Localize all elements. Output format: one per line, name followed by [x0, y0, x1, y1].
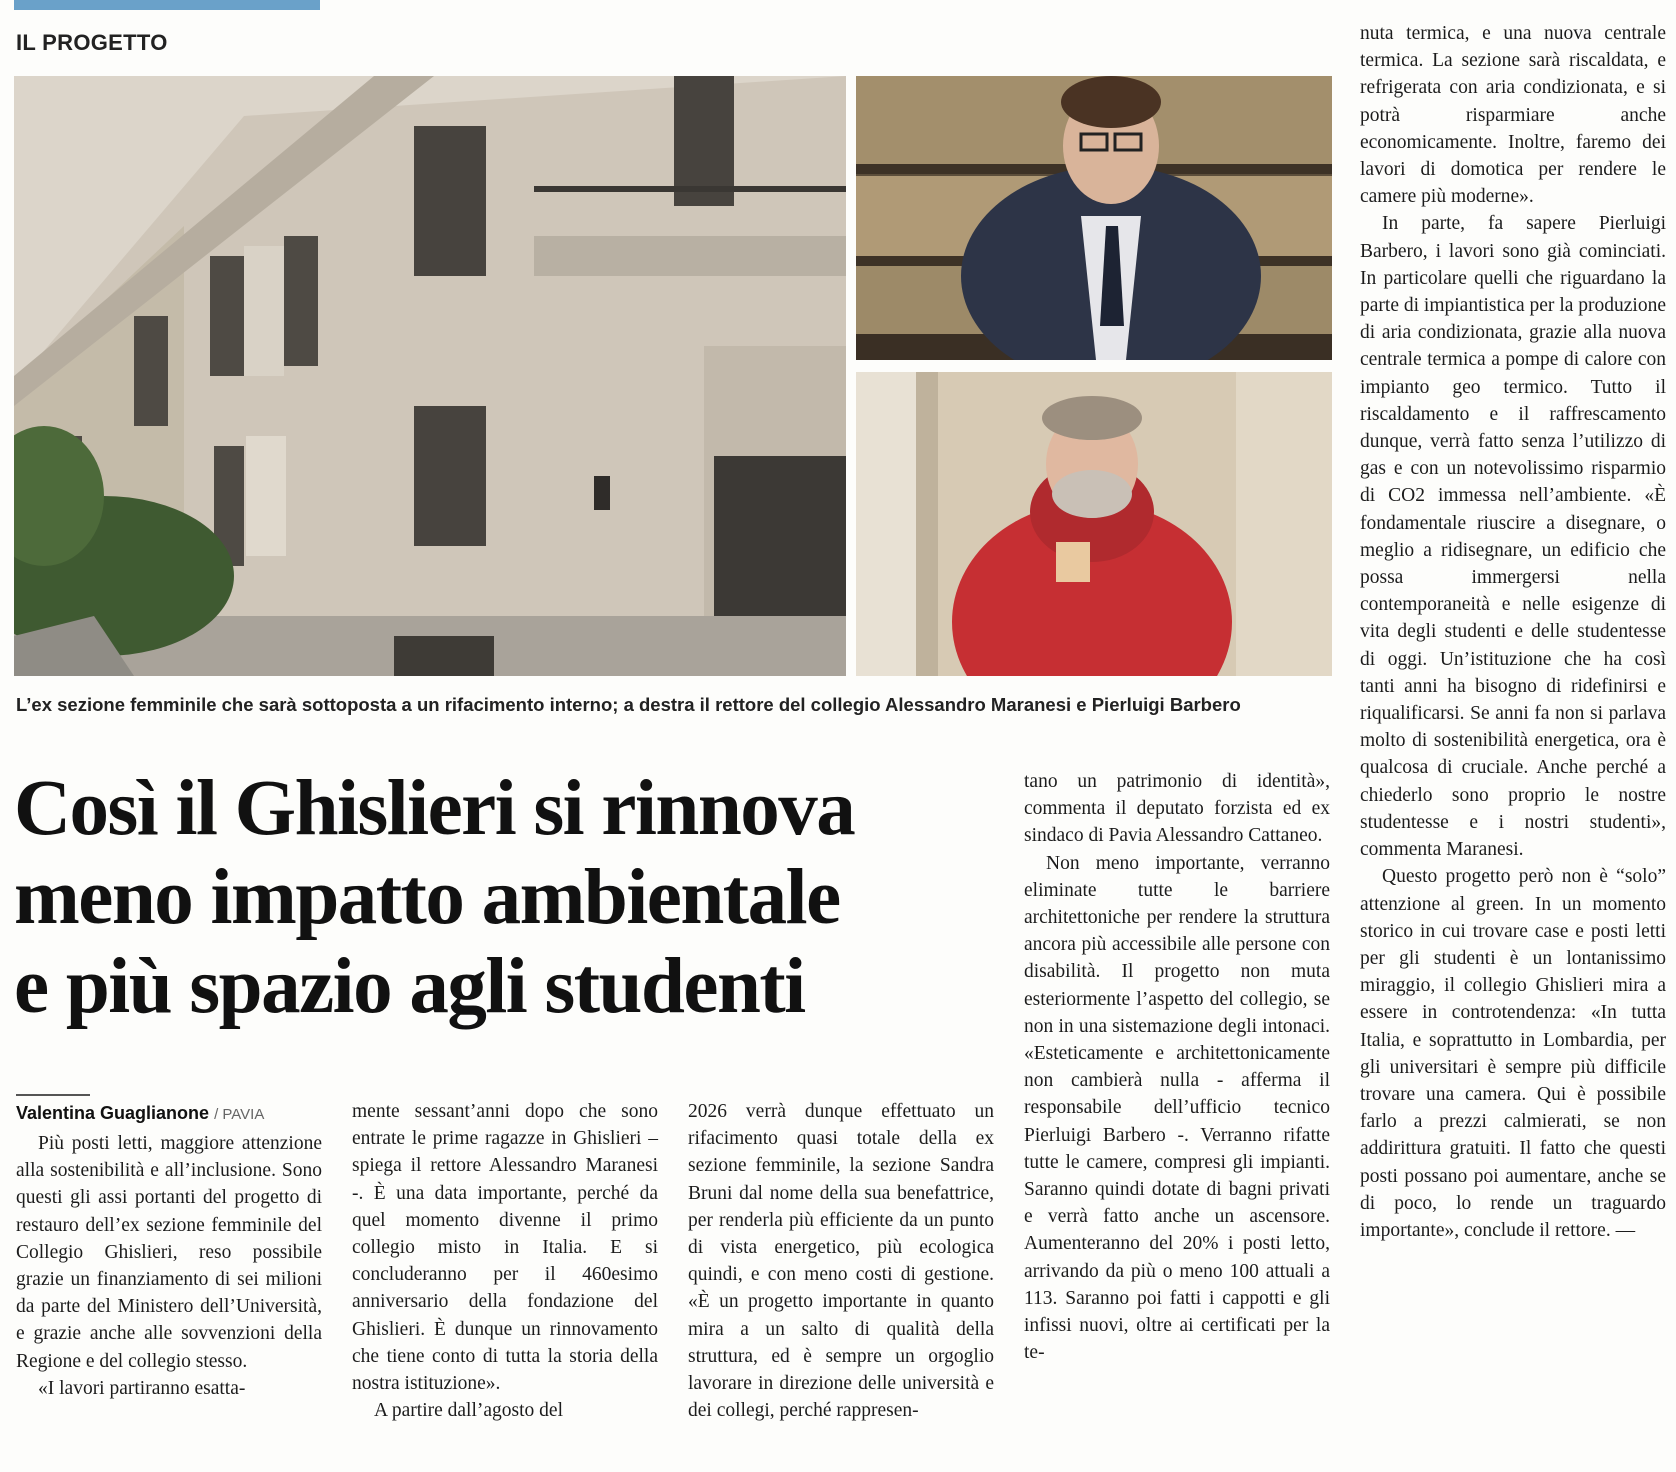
byline [16, 1103, 264, 1124]
barbero-photo [856, 372, 1332, 676]
paragraph: A partire dall’agosto del [374, 1400, 563, 1422]
paragraph: tano un patrimonio di identità», commenta il deputato forzista ed ex sindaco di Pavia Alessandro Cattaneo. [1024, 771, 1330, 847]
headline [14, 764, 1014, 1031]
paragraph: «I lavori partiranno esatta- [38, 1377, 246, 1399]
paragraph: nuta termica, e una nuova centrale termica. La sezione sarà riscaldata, e refrigerata con aria condizionata, e si potrà risparmiare anche economicamente. Inoltre, faremo dei lavori di domotica per rendere le camere più moderne». [1360, 23, 1666, 208]
rettore-photo [856, 76, 1332, 360]
paragraph: Più posti letti, maggiore attenzione alla sostenibilità e all’inclusione. Sono questi gli assi portanti del progetto di restauro dell’ex sezione femminile del Collegio Ghislieri, reso possibile grazie un finanziamento di sei milioni da parte del Ministero dell’Università, e grazie anche alle sovvenzioni della Regione e del collegio stesso. [16, 1133, 322, 1372]
article-column-1 [16, 1130, 322, 1402]
paragraph: mente sessant’anni dopo che sono entrate le prime ragazze in Ghislieri – spiega il rettore Alessandro Maranesi -. È una data importante, perché da quel momento divenne il primo collegio misto in Italia. E si concluderanno per il 460esimo anniversario della fondazione del Ghislieri. È dunque un rinnovamento che tiene conto di tutta la storia della nostra istituzione». [352, 1101, 658, 1395]
paragraph: In parte, fa sapere Pierluigi Barbero, i lavori sono già cominciati. In particolare quelli che riguardano la parte di impiantistica per la produzione di aria condizionata, grazie alla nuova centrale termica a pompe di calore con impianto geo termico. Tutto il riscaldamento e il raffrescamento dunque, verrà fatto senza l’utilizzo di gas e con un notevolissimo risparmio di CO2 immessa nell’ambiente. «È fondamentale riuscire a disegnare, o meglio a ridisegnare, un edificio che possa immergersi nella contemporaneità e nelle esigenze di vita degli studenti e delle studentesse di oggi. Un’istituzione che ha così tanti anni ha bisogno di ridefinirsi e riqualificarsi. Se anni fa non si parlava molto di sostenibilità energetica, ora è qualcosa di cruciale. Anche perché a chiederlo sono proprio le nostre studentesse e i nostri studenti», commenta Maranesi. [1360, 213, 1666, 861]
headline-line-1: Così il Ghislieri si rinnova [14, 765, 855, 852]
building-photo [14, 76, 846, 676]
byline-location: / PAVIA [214, 1106, 265, 1123]
headline-line-3: e più spazio agli studenti [14, 943, 805, 1030]
article-column-2 [352, 1098, 658, 1424]
paragraph: 2026 verrà dunque effettuato un rifacimento quasi totale della ex sezione femminile, la sezione Sandra Bruni dal nome della sua benefattrice, per renderla più efficiente da un punto di vista energetico, più ecologica quindi, e con meno costi di gestione. «È un progetto importante in quanto mira a un salto di qualità della struttura, ed è sempre un orgoglio lavorare in direzione delle università e dei collegi, perché rappresen- [688, 1101, 994, 1422]
article-column-3 [688, 1098, 994, 1424]
article-column-5 [1360, 20, 1666, 1244]
byline-author: Valentina Guaglianone [16, 1103, 210, 1123]
paragraph: Questo progetto però non è “solo” attenzione al green. In un momento storico in cui trovare case e posti letti per gli studenti è un lontanissimo miraggio, il collegio Ghislieri mira a essere in controtendenza: «In tutta Italia, e soprattutto in Lombardia, per gli universitari è sempre più difficile trovare una camera. Qui è possibile farlo a prezzi calmierati, se non addirittura gratuiti. Il fatto che questi posti possano poi aumentare, anche se di poco, lo rende un traguardo importante», conclude il rettore. — [1360, 866, 1666, 1241]
article-column-4 [1024, 768, 1330, 1366]
headline-line-2: meno impatto ambientale [14, 854, 840, 941]
photo-caption: L’ex sezione femminile che sarà sottoposta a un rifacimento interno; a destra il rettore del collegio Alessandro Maranesi e Pierluigi Barbero [16, 694, 1241, 715]
paragraph: Non meno importante, verranno eliminate tutte le barriere architettoniche per rendere la struttura ancora più accessibile alle persone con disabilità. Il progetto non muta esteriormente l’aspetto del collegio, se non in una sistemazione degli intonaci. «Esteticamente e architettonicamente non cambierà nulla - afferma il responsabile dell’ufficio tecnico Pierluigi Barbero -. Verranno rifatte tutte le camere, compresi gli impianti. Saranno quindi dotate di bagni privati e verrà fatto anche un ascensore. Aumenteranno del 20% i posti letto, arrivando da più o meno 100 attuali a 113. Saranno poi fatti i cappotti e gli infissi nuovi, oltre ai certificati per la te- [1024, 852, 1330, 1364]
byline-rule [16, 1094, 90, 1096]
section-label: IL PROGETTO [16, 30, 168, 55]
section-accent-bar [14, 0, 320, 10]
